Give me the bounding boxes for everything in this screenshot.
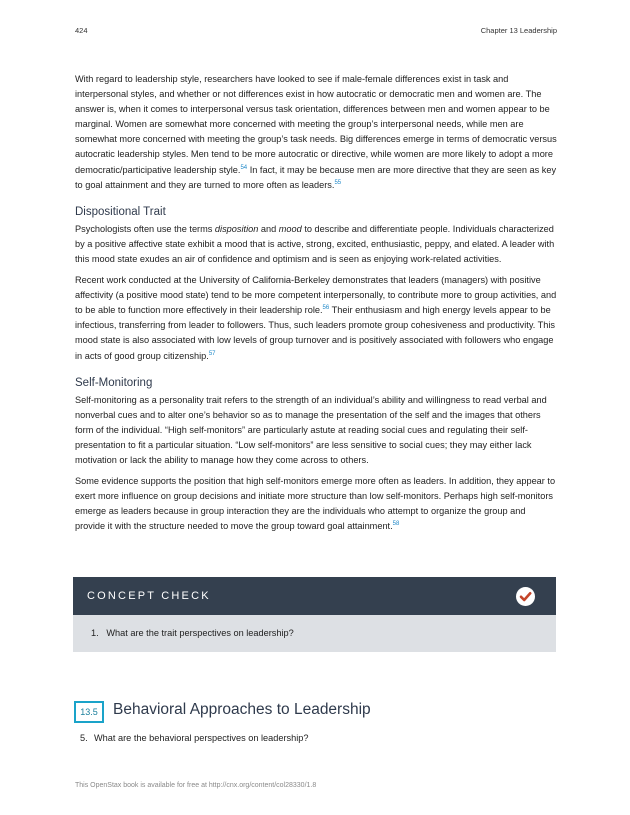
concept-check-header (73, 577, 556, 615)
footnote-ref-link[interactable]: 57 (208, 350, 216, 357)
main-content (75, 72, 557, 540)
concept-check-title: CONCEPT CHECK (87, 590, 211, 602)
footnote-ref-link[interactable]: 58 (392, 521, 400, 528)
page-number: 424 (75, 26, 88, 35)
footnote-ref-link[interactable]: 56 (322, 305, 330, 312)
footnote-ref-link[interactable]: 54 (240, 164, 248, 171)
section-number-badge: 13.5 (74, 701, 104, 723)
paragraph-gender-differences: With regard to leadership style, researchers have looked to see if male-female differences exist in task and interpersonal styles, and whether or not differences exist in how autocratic or democratic men and women are. The answer is, when it comes to interpersonal versus task orientation, differences between men and women appear to be marginal. Women are somewhat more concerned with meeting the group’s interpersonal needs, while men are somewhat more concerned with meeting the group’s task needs. Big differences emerge in terms of democratic versus autocratic leadership styles. Men tend to be more autocratic or directive, while women are more likely to adopt a more democratic/participative leadership style.$^{54}$ In fact, it may be because men are more directive that they are seen as key to goal attainment and they are turned to more often as leaders.$^{55}$ (75, 74, 557, 190)
heading-dispositional-trait: Dispositional Trait (75, 205, 166, 218)
page-footer: This OpenStax book is available for free at http://cnx.org/content/col28330/1.8 (75, 782, 317, 789)
section-title: Behavioral Approaches to Leadership (113, 701, 371, 718)
footnote-ref-link[interactable]: 55 (334, 179, 342, 186)
learning-objective: 5. What are the behavioral perspectives on leadership? (80, 733, 309, 743)
paragraph-self-monitoring-evidence: Some evidence supports the position that high self-monitors emerge more often as leaders. In addition, they appear to exert more influence on group decisions and initiate more structure than low self-monitors. Perhaps high self-monitors emerge as leaders because in group interaction they are the individuals who attempt to organize the group and provide it with the structure needed to move the group toward goal attainment.$^{58}$ (75, 476, 556, 532)
checkmark-circle-icon (516, 587, 535, 606)
concept-check-question: 1. What are the trait perspectives on leadership? (91, 628, 294, 638)
paragraph-self-monitoring-definition: Self-monitoring as a personality trait refers to the strength of an individual’s ability and willingness to read verbal and nonverbal cues and to alter one’s behavior so as to manage the presentation of the self and the images that others form of the individual. “High self-monitors” are particularly astute at reading social cues and regulating their self-presentation to fit a particular situation. “Low self-monitors” are less sensitive to social cues; they may either lack motivation or lack the ability to manage how they come across to others. (75, 394, 547, 465)
heading-self-monitoring: Self-Monitoring (75, 376, 153, 389)
paragraph-disposition-mood: Psychologists often use the terms disposition and mood to describe and differentiate people. Individuals characterized by a positive affective state exhibit a mood that is active, strong, excited, enthusiastic, peppy, and elated. A leader with this mood state exudes an air of confidence and optimism and is seen as enjoying work-related activities. (75, 223, 555, 264)
concept-check-body (73, 615, 556, 652)
concept-check-box (73, 577, 556, 652)
paragraph-positive-affectivity: Recent work conducted at the University of California-Berkeley demonstrates that leaders (managers) with positive affectivity (a positive mood state) tend to be more competent interpersonally, to contribute more to group activities, and to be able to function more effectively in their leadership role.$^{56}$ Their enthusiasm and high energy levels appear to be infectious, transferring from leader to followers. Thus, such leaders promote group cohesiveness and productivity. This mood state is also associated with low levels of group turnover and is positively associated with followers who engage in acts of good group citizenship.$^{57}$ (75, 275, 557, 361)
chapter-title: Chapter 13 Leadership (480, 26, 557, 35)
